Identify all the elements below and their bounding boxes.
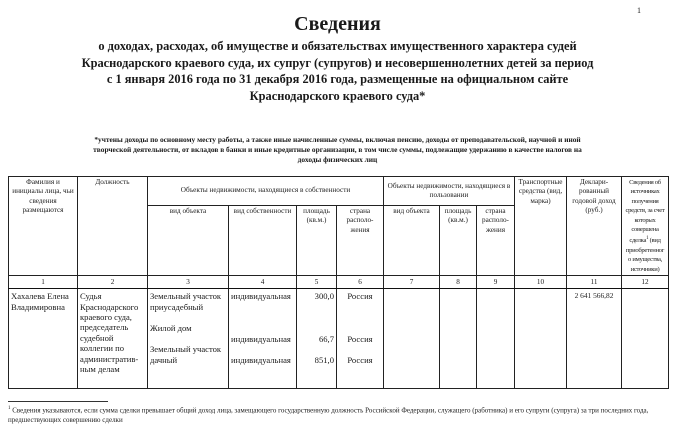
column-number: 7 (384, 276, 440, 289)
subtitle-line: с 1 января 2016 года по 31 декабря 2016 года, размещенные на официальном сайте (106, 72, 569, 86)
property-country: Россия (347, 291, 373, 302)
declared-income: 2 641 566,82 (567, 289, 622, 389)
vehicles-cell (515, 289, 567, 389)
header-sources-text: Сведения об источниках получения средств, за счет которых совершена сделка (625, 179, 665, 245)
header-vehicles: Транспортные средства (вид, марка) (515, 177, 567, 276)
column-number: 11 (567, 276, 622, 289)
header-position: Должность (78, 177, 148, 276)
column-numbers-row (9, 276, 669, 289)
property-country: Россия (347, 355, 373, 366)
note-line: доходы физических лиц (297, 155, 378, 164)
declarations-table (8, 176, 669, 389)
owned-countries (337, 289, 384, 389)
person-name: Хахалева Елена Владимировна (9, 289, 78, 389)
property-type: Земельный участок приусадебный (150, 291, 222, 312)
table-row (9, 289, 669, 389)
property-ownership: индивидуальная (231, 355, 291, 366)
note-line: *учтены доходы по основному месту работы, а также иные начисленные суммы, включая пенсию, доходы от преподавательской, научной и иной (94, 135, 581, 144)
footnote-ref: 1 (646, 236, 649, 242)
header-income: Деклари-рованный годовой доход (руб.) (567, 177, 622, 276)
property-type: Земельный участок дачный (150, 344, 222, 365)
column-number: 4 (229, 276, 297, 289)
property-ownership: индивидуальная (231, 291, 291, 302)
person-position: Судья Краснодарского краевого суда, председатель судебной коллегии по административ-ным делам (78, 289, 148, 389)
header-owned-ownership: вид собственности (229, 205, 297, 275)
header-owned-group: Объекты недвижимости, находящиеся в собственности (148, 177, 384, 206)
footnote-divider (8, 401, 108, 402)
property-area: 300,0 (314, 291, 334, 302)
used-country-cell (477, 289, 515, 389)
subtitle-line: о доходах, расходах, об имуществе и обязательствах имущественного характера судей (98, 39, 577, 53)
header-owned-area: площадь (кв.м.) (297, 205, 337, 275)
header-sources (622, 177, 669, 276)
column-number: 3 (148, 276, 229, 289)
property-type: Жилой дом (150, 323, 192, 334)
document-subtitle (0, 38, 675, 104)
column-number: 6 (337, 276, 384, 289)
footnote-marker: 1 (8, 406, 11, 411)
column-number: 5 (297, 276, 337, 289)
column-number: 10 (515, 276, 567, 289)
sources-cell (622, 289, 669, 389)
owned-areas (297, 289, 337, 389)
header-owned-type: вид объекта (148, 205, 229, 275)
owned-ownerships (229, 289, 297, 389)
header-used-country: страна располо-жения (477, 205, 515, 275)
income-note (30, 135, 645, 165)
column-number: 1 (9, 276, 78, 289)
header-owned-country: страна располо-жения (337, 205, 384, 275)
header-used-type: вид объекта (384, 205, 440, 275)
column-number: 9 (477, 276, 515, 289)
subtitle-line: Краснодарского краевого суда* (249, 88, 426, 103)
property-area: 66,7 (318, 333, 334, 344)
header-sources-tail: (вид приобретенног о имущества, источники) (625, 237, 665, 273)
column-number: 2 (78, 276, 148, 289)
footnote-text: Сведения указываются, если сумма сделки превышает общий доход лица, замещающего государственную должность Российской Федерации, служащего (работника) и его супруги (супруга) за три последних года, предшествующих совершению сделки (8, 406, 649, 425)
column-number: 12 (622, 276, 669, 289)
header-person: Фамилия и инициалы лица, чьи сведения размещаются (9, 177, 78, 276)
property-country: Россия (347, 333, 373, 344)
used-type-cell (384, 289, 440, 389)
owned-types (148, 289, 229, 389)
header-used-group: Объекты недвижимости, находящиеся в пользовании (384, 177, 515, 206)
used-area-cell (440, 289, 477, 389)
property-area: 851,0 (314, 355, 334, 366)
page-number: 1 (637, 6, 641, 15)
footnote (8, 404, 658, 425)
property-ownership: индивидуальная (231, 333, 291, 344)
note-line: творческой деятельности, от вкладов в банки и иные кредитные организации, в том числе суммы, подлежащие удержанию в качестве налогов на (93, 145, 582, 154)
header-used-area: площадь (кв.м.) (440, 205, 477, 275)
subtitle-line: Краснодарского краевого суда, их супруг (супругов) и несовершеннолетних детей за период (81, 55, 594, 70)
document-title: Сведения (294, 13, 381, 35)
column-number: 8 (440, 276, 477, 289)
